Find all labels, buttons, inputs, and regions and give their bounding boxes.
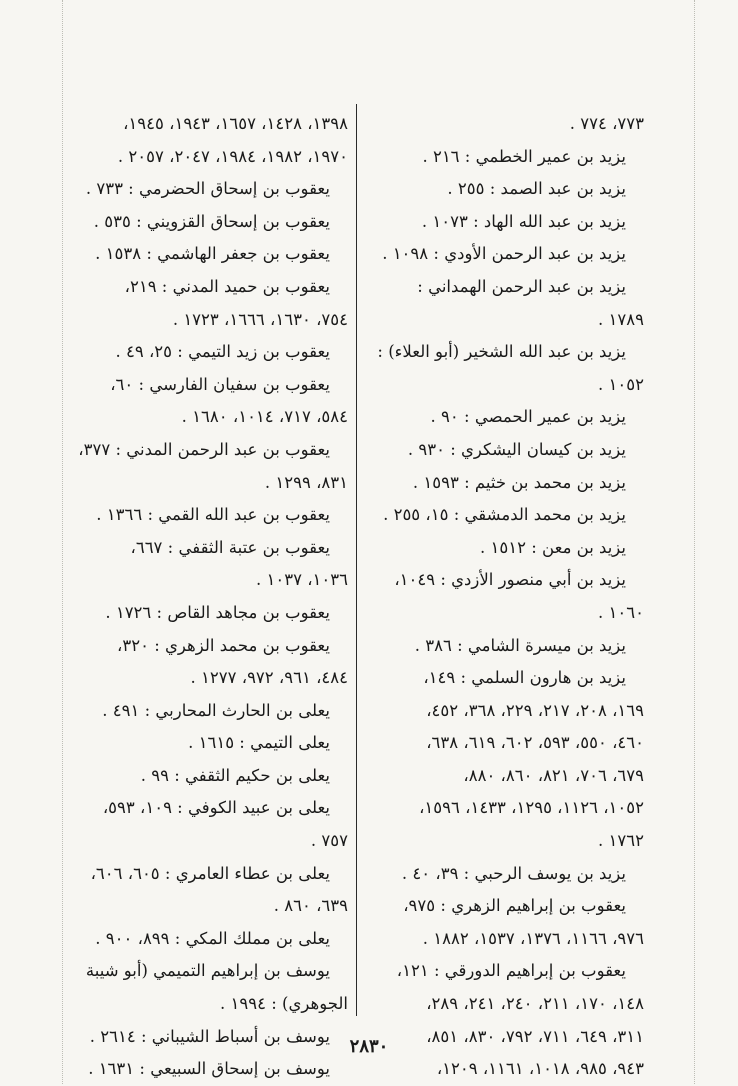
index-entry: يعلى بن الحارث المحاربي : ٤٩١ . — [102, 700, 330, 720]
index-entry-continuation: ٣١١، ٦٤٩، ٧١١، ٧٩٢، ٨٣٠، ٨٥١، — [426, 1026, 644, 1046]
index-entry: يعقوب بن زيد التيمي : ٢٥، ٤٩ . — [115, 342, 330, 362]
index-entry: يزيد بن عبد الله الهاد : ١٠٧٣ . — [421, 211, 626, 231]
index-entry-continuation: ٤٨٤، ٩٦١، ٩٧٢، ١٢٧٧ . — [190, 668, 348, 688]
index-entry: يزيد بن محمد الدمشقي : ١٥، ٢٥٥ . — [383, 505, 626, 525]
index-entry-continuation: ١٧٦٢ . — [598, 831, 644, 851]
index-entry: يزيد بن محمد بن خثيم : ١٥٩٣ . — [412, 472, 626, 492]
index-entry-continuation: ١٠٣٦، ١٠٣٧ . — [256, 570, 348, 590]
index-entry: يزيد بن عبد الرحمن الأودي : ١٠٩٨ . — [382, 244, 626, 264]
index-entry: يوسف بن أسباط الشيباني : ٢٦١٤ . — [89, 1026, 330, 1046]
index-entry: يعلى بن حكيم الثقفي : ٩٩ . — [140, 765, 330, 785]
index-entry: يعلى بن عطاء العامري : ٦٠٥، ٦٠٦، — [90, 863, 330, 883]
left-index-column — [76, 108, 348, 1086]
index-entry-continuation: ٨٣١، ١٢٩٩ . — [264, 472, 348, 492]
index-entry: يعقوب بن إبراهيم الدورقي : ١٢١، — [396, 961, 626, 981]
page-number: ٢٨٣٠ — [349, 1036, 389, 1057]
index-entry-continuation: ٦٧٩، ٧٠٦، ٨٢١، ٨٦٠، ٨٨٠، — [463, 765, 644, 785]
column-divider — [356, 104, 357, 1016]
index-entry-continuation: ٧٥٤، ١٦٣٠، ١٦٦٦، ١٧٢٣ . — [172, 309, 348, 329]
index-entry-continuation: ٧٧٣، ٧٧٤ . — [569, 114, 644, 133]
index-entry-continuation: ١٩٧٠، ١٩٨٢، ١٩٨٤، ٢٠٤٧، ٢٠٥٧ . — [117, 146, 348, 166]
index-entry: يعقوب بن جعفر الهاشمي : ١٥٣٨ . — [95, 244, 330, 264]
index-entry: يزيد بن أبي منصور الأزدي : ١٠٤٩، — [394, 570, 626, 590]
index-entry: يعلى التيمي : ١٦١٥ . — [188, 733, 330, 753]
index-entry-continuation: ١٣٩٨، ١٤٢٨، ١٦٥٧، ١٩٤٣، ١٩٤٥، — [123, 114, 348, 133]
index-entry: يزيد بن معن : ١٥١٢ . — [480, 537, 626, 557]
index-entry-continuation: ٦٣٩، ٨٦٠ . — [273, 896, 348, 916]
index-entry: يزيد بن ميسرة الشامي : ٣٨٦ . — [414, 635, 626, 655]
index-entry: يعقوب بن عبد الله القمي : ١٣٦٦ . — [96, 505, 330, 525]
index-entry: يعقوب بن إسحاق الحضرمي : ٧٣٣ . — [85, 179, 330, 199]
index-entry-continuation: ٩٧٦، ١١٦٦، ١٣٧٦، ١٥٣٧، ١٨٨٢ . — [422, 928, 644, 948]
right-index-column — [372, 108, 644, 1086]
index-entry-continuation: الجوهري) : ١٩٩٤ . — [220, 994, 348, 1014]
index-entry: يزيد بن عبد الرحمن الهمداني : — [417, 276, 626, 296]
index-entry-continuation: ٧٥٧ . — [310, 831, 348, 851]
index-entry: يعقوب بن إبراهيم الزهري : ٩٧٥، — [403, 896, 626, 916]
index-entry: يزيد بن هارون السلمي : ١٤٩، — [423, 668, 626, 688]
index-entry: يعقوب بن حميد المدني : ٢١٩، — [124, 276, 330, 296]
index-entry: يعلى بن عبيد الكوفي : ١٠٩، ٥٩٣، — [102, 798, 330, 818]
index-entry: يزيد بن يوسف الرحبي : ٣٩، ٤٠ . — [401, 863, 626, 883]
index-entry: يعقوب بن عبد الرحمن المدني : ٣٧٧، — [78, 439, 330, 459]
index-entry-continuation: ١٧٨٩ . — [598, 309, 644, 329]
margin-dots-right — [694, 0, 696, 1084]
index-entry: يزيد بن عبد الصمد : ٢٥٥ . — [447, 179, 626, 199]
index-entry: يعقوب بن عتبة الثقفي : ٦٦٧، — [130, 537, 330, 557]
index-entry: يعقوب بن إسحاق القزويني : ٥٣٥ . — [93, 211, 330, 231]
index-entry: يزيد بن عمير الخطمي : ٢١٦ . — [422, 146, 626, 166]
index-entry-continuation: ٤٦٠، ٥٥٠، ٥٩٣، ٦٠٢، ٦١٩، ٦٣٨، — [426, 733, 644, 753]
index-entry: يعلى بن مملك المكي : ٨٩٩، ٩٠٠ . — [95, 928, 330, 948]
index-entry-continuation: ١٠٦٠ . — [598, 602, 644, 622]
index-entry-continuation: ١٠٥٢، ١١٢٦، ١٢٩٥، ١٤٣٣، ١٥٩٦، — [419, 798, 644, 818]
index-entry: يزيد بن عبد الله الشخير (أبو العلاء) : — [377, 342, 626, 362]
index-entry-continuation: ١٠٥٢ . — [598, 374, 644, 394]
index-entry-continuation: ٥٨٤، ٧١٧، ١٠١٤، ١٦٨٠ . — [181, 407, 348, 427]
index-entry-continuation: ١٦٩، ٢٠٨، ٢١٧، ٢٢٩، ٣٦٨، ٤٥٢، — [426, 700, 644, 720]
index-entry: يزيد بن كيسان اليشكري : ٩٣٠ . — [407, 439, 626, 459]
index-entry-continuation: ٩٤٣، ٩٨٥، ١٠١٨، ١١٦١، ١٢٠٩، — [436, 1059, 644, 1079]
margin-dots-left — [62, 0, 64, 1084]
index-entry: يعقوب بن مجاهد القاص : ١٧٢٦ . — [105, 602, 330, 622]
index-entry: يعقوب بن محمد الزهري : ٣٢٠، — [117, 635, 330, 655]
index-entry: يزيد بن عمير الحمصي : ٩٠ . — [430, 407, 626, 427]
index-entry: يوسف بن إبراهيم التميمي (أبو شيبة — [85, 961, 330, 981]
index-entry-continuation: ١٤٨، ١٧٠، ٢١١، ٢٤٠، ٢٤١، ٢٨٩، — [426, 994, 644, 1014]
index-entry: يعقوب بن سفيان الفارسي : ٦٠، — [110, 374, 330, 394]
index-entry: يوسف بن إسحاق السبيعي : ١٦٣١ . — [88, 1059, 330, 1079]
